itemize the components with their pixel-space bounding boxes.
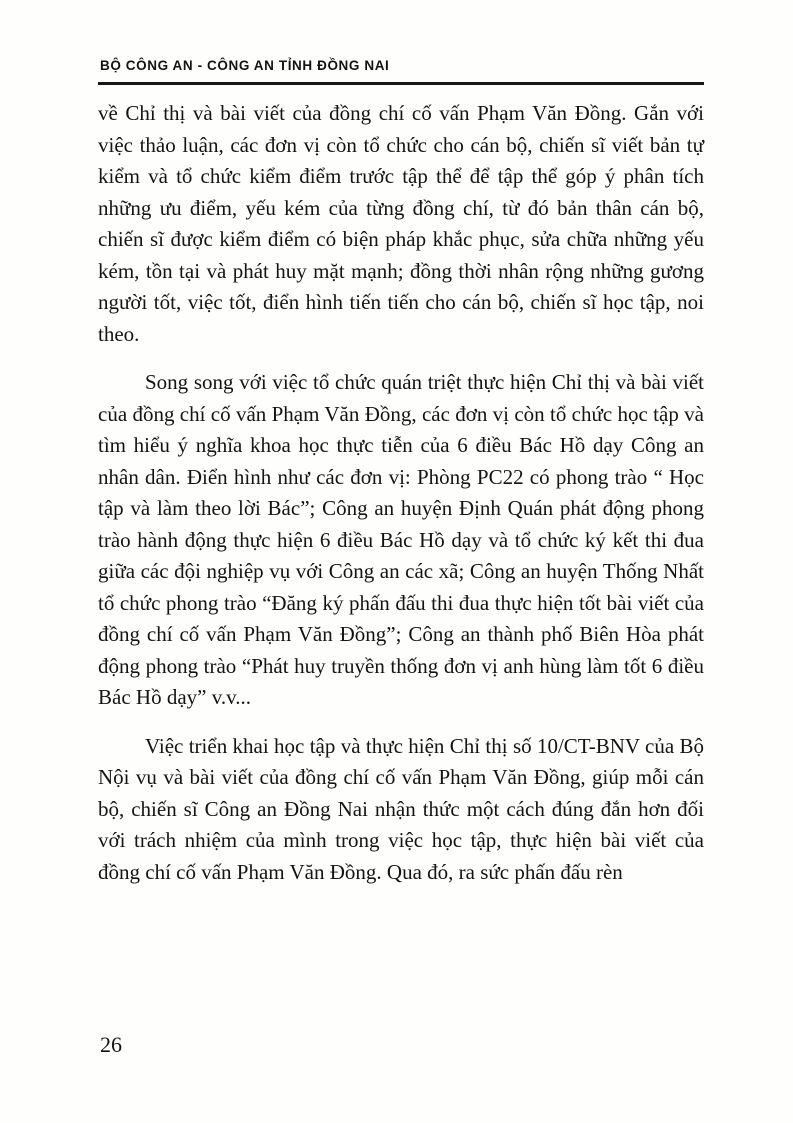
paragraph-continuation: về Chỉ thị và bài viết của đồng chí cố vấn Phạm Văn Đồng. Gắn với việc thảo luận, các đơn vị còn tổ chức cho cán bộ, chiến sĩ viết bản tự kiểm và tổ chức kiểm điểm trước tập thể để tập thể góp ý phân tích những ưu điểm, yếu kém của từng đồng chí, từ đó bản thân cán bộ, chiến sĩ được kiểm điểm có biện pháp khắc phục, sửa chữa những yếu kém, tồn tại và phát huy mặt mạnh; đồng thời nhân rộng những gương người tốt, việc tốt, điển hình tiến tiến cho cán bộ, chiến sĩ học tập, noi theo. [98, 101, 704, 346]
page-content [98, 58, 704, 905]
page-number: 26 [100, 1032, 122, 1057]
body-text-block [98, 98, 704, 888]
paragraph: Việc triển khai học tập và thực hiện Chỉ thị số 10/CT-BNV của Bộ Nội vụ và bài viết của đồng chí cố vấn Phạm Văn Đồng, giúp mỗi cán bộ, chiến sĩ Công an Đồng Nai nhận thức một cách đúng đắn hơn đối với trách nhiệm của mình trong việc học tập, thực hiện bài viết của đồng chí cố vấn Phạm Văn Đồng. Qua đó, ra sức phấn đấu rèn [98, 733, 704, 884]
header-rule-divider [98, 82, 704, 85]
paragraph: Song song với việc tổ chức quán triệt thực hiện Chỉ thị và bài viết của đồng chí cố vấn Phạm Văn Đồng, các đơn vị còn tổ chức học tập và tìm hiểu ý nghĩa khoa học thực tiễn của 6 điều Bác Hồ dạy Công an nhân dân. Điển hình như các đơn vị: Phòng PC22 có phong trào “ Học tập và làm theo lời Bác”; Công an huyện Định Quán phát động phong trào hành động thực hiện 6 điều Bác Hồ dạy và tổ chức ký kết thi đua giữa các đội nghiệp vụ với Công an các xã; Công an huyện Thống Nhất tổ chức phong trào “Đăng ký phấn đấu thi đua thực hiện tốt bài viết của đồng chí cố vấn Phạm Văn Đồng”; Công an thành phố Biên Hòa phát động phong trào “Phát huy truyền thống đơn vị anh hùng làm tốt 6 điều Bác Hồ dạy” v.v... [98, 370, 704, 709]
running-header: BỘ CÔNG AN - CÔNG AN TỈNH ĐỒNG NAI [100, 58, 390, 73]
